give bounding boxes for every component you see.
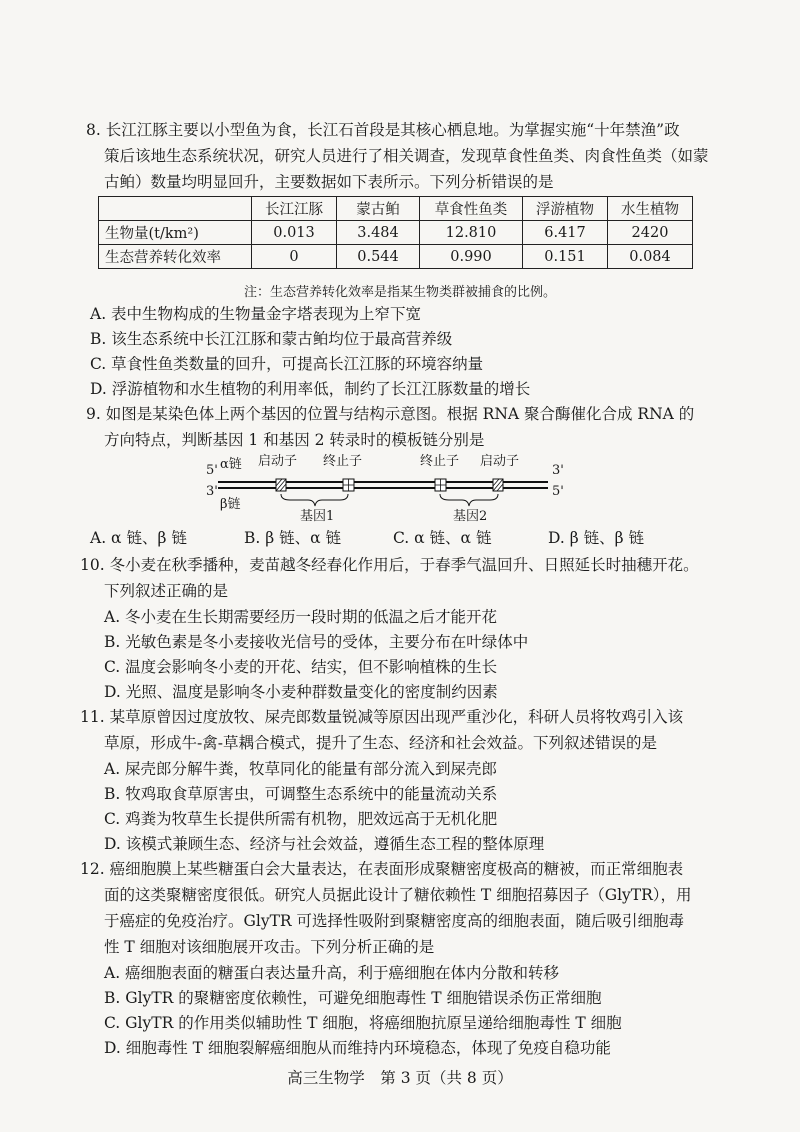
table-cell: 0.013: [252, 221, 337, 245]
q12-option-b: B. GlyTR 的聚糖密度依赖性，可避免细胞毒性 T 细胞错误杀伤正常细胞: [104, 989, 602, 1007]
table-header-cell: 浮游植物: [523, 197, 608, 221]
q11-option-b: B. 牧鸡取食草原害虫，可调整生态系统中的能量流动关系: [104, 785, 498, 803]
five-prime-label-bottom: 5': [552, 484, 564, 499]
gene2-promoter-label: 启动子: [480, 454, 520, 469]
q10-option-c: C. 温度会影响冬小麦的开花、结实，但不影响植株的生长: [104, 658, 498, 676]
gene1-brace: [281, 494, 348, 506]
table-header-cell: [99, 197, 252, 221]
q8-option-c: C. 草食性鱼类数量的回升，可提高长江江豚的环境容纳量: [90, 355, 484, 373]
q10-option-a: A. 冬小麦在生长期需要经历一段时期的低温之后才能开花: [104, 608, 498, 626]
q9-option-d: D. β 链、β 链: [548, 529, 645, 547]
gene2-terminator-label: 终止子: [420, 454, 460, 469]
q11-option-a: A. 屎壳郎分解牛粪，牧草同化的能量有部分流入到屎壳郎: [104, 760, 498, 778]
table-header-cell: 蒙古鲌: [337, 197, 420, 221]
q8-option-d: D. 浮游植物和水生植物的利用率低，制约了长江江豚数量的增长: [90, 380, 531, 398]
table-cell: 生态营养转化效率: [99, 245, 252, 269]
q8-option-a: A. 表中生物构成的生物量金字塔表现为上窄下宽: [90, 305, 422, 323]
gene1-terminator-label: 终止子: [323, 454, 363, 469]
table-header-cell: 水生植物: [608, 197, 693, 221]
q9-line-2: 方向特点，判断基因 1 和基因 2 转录时的模板链分别是: [104, 431, 485, 449]
table-cell: 0.151: [523, 245, 608, 269]
gene1-promoter-label: 启动子: [258, 454, 298, 469]
q9-line-1: 9. 如图是某染色体上两个基因的位置与结构示意图。根据 RNA 聚合酶催化合成 RNA 的: [86, 405, 695, 423]
table-cell: 6.417: [523, 221, 608, 245]
table-row: [99, 245, 693, 269]
table-header-row: [99, 197, 693, 221]
three-prime-label-top: 3': [552, 463, 564, 478]
gene-structure-diagram: [0, 450, 800, 525]
table-cell: 0.544: [337, 245, 420, 269]
q12-line-3: 于癌症的免疫治疗。GlyTR 可选择性吸附到聚糖密度高的细胞表面，随后吸引细胞毒: [104, 912, 685, 930]
q11-option-c: C. 鸡粪为牧草生长提供所需有机物，肥效远高于无机化肥: [104, 810, 498, 828]
table-header-cell: 长江江豚: [252, 197, 337, 221]
table-cell: 3.484: [337, 221, 420, 245]
table-row: [99, 221, 693, 245]
table-cell: 12.810: [420, 221, 523, 245]
q8-line-3: 古鲌）数量均明显回升，主要数据如下表所示。下列分析错误的是: [104, 173, 554, 191]
q12-line-4: 性 T 细胞对该细胞展开攻击。下列分析正确的是: [104, 938, 435, 956]
q12-line-1: 12. 癌细胞膜上某些糖蛋白会大量表达，在表面形成聚糖密度极高的糖被，而正常细胞表: [80, 860, 684, 878]
q8-option-b: B. 该生态系统中长江江豚和蒙古鲌均位于最高营养级: [90, 330, 453, 348]
table-header-cell: 草食性鱼类: [420, 197, 523, 221]
q11-line-1: 11. 某草原曾因过度放牧、屎壳郎数量锐减等原因出现严重沙化，科研人员将牧鸡引入该: [80, 708, 684, 726]
q9-option-a: A. α 链、β 链: [90, 529, 187, 547]
table-cell: 生物量(t/km²): [99, 221, 252, 245]
three-prime-label-bottom: 3': [206, 484, 218, 499]
q10-option-d: D. 光照、温度是影响冬小麦种群数量变化的密度制约因素: [104, 683, 498, 701]
page-footer: 高三生物学 第 3 页（共 8 页）: [287, 1069, 513, 1087]
q8-data-table: [98, 196, 693, 269]
q11-option-d: D. 该模式兼顾生态、经济与社会效益，遵循生态工程的整体原理: [104, 835, 545, 853]
q12-option-c: C. GlyTR 的作用类似辅助性 T 细胞，将癌细胞抗原呈递给细胞毒性 T 细胞: [104, 1014, 622, 1032]
table-cell: 0.990: [420, 245, 523, 269]
gene2-brace: [440, 494, 498, 506]
q10-option-b: B. 光敏色素是冬小麦接收光信号的受体，主要分布在叶绿体中: [104, 633, 529, 651]
gene1-label: 基因1: [300, 509, 335, 524]
q12-line-2: 面的这类聚糖密度很低。研究人员据此设计了糖依赖性 T 细胞招募因子（GlyTR），用: [104, 886, 692, 904]
beta-strand-label: β链: [220, 497, 241, 512]
table-cell: 2420: [608, 221, 693, 245]
alpha-strand-label: α链: [220, 457, 242, 472]
gene2-label: 基因2: [453, 509, 488, 524]
q12-option-a: A. 癌细胞表面的糖蛋白表达量升高，利于癌细胞在体内分散和转移: [104, 964, 560, 982]
q8-line-1: 8. 长江江豚主要以小型鱼为食，长江石首段是其核心栖息地。为掌握实施“十年禁渔”政: [86, 121, 680, 139]
q11-line-2: 草原，形成牛-禽-草耦合模式，提升了生态、经济和社会效益。下列叙述错误的是: [104, 734, 657, 752]
q8-table-note: 注：生态营养转化效率是指某生物类群被捕食的比例。: [243, 285, 556, 300]
q9-option-c: C. α 链、α 链: [393, 529, 492, 547]
table-cell: 0: [252, 245, 337, 269]
five-prime-label-top: 5': [206, 463, 218, 478]
q9-option-b: B. β 链、α 链: [244, 529, 342, 547]
q12-option-d: D. 细胞毒性 T 细胞裂解癌细胞从而维持内环境稳态，体现了免疫自稳功能: [104, 1039, 611, 1057]
table-cell: 0.084: [608, 245, 693, 269]
q10-line-2: 下列叙述正确的是: [104, 582, 229, 600]
q8-line-2: 策后该地生态系统状况，研究人员进行了相关调查，发现草食性鱼类、肉食性鱼类（如蒙: [104, 147, 709, 165]
q10-line-1: 10. 冬小麦在秋季播种，麦苗越冬经春化作用后，于春季气温回升、日照延长时抽穗开花。: [80, 556, 699, 574]
